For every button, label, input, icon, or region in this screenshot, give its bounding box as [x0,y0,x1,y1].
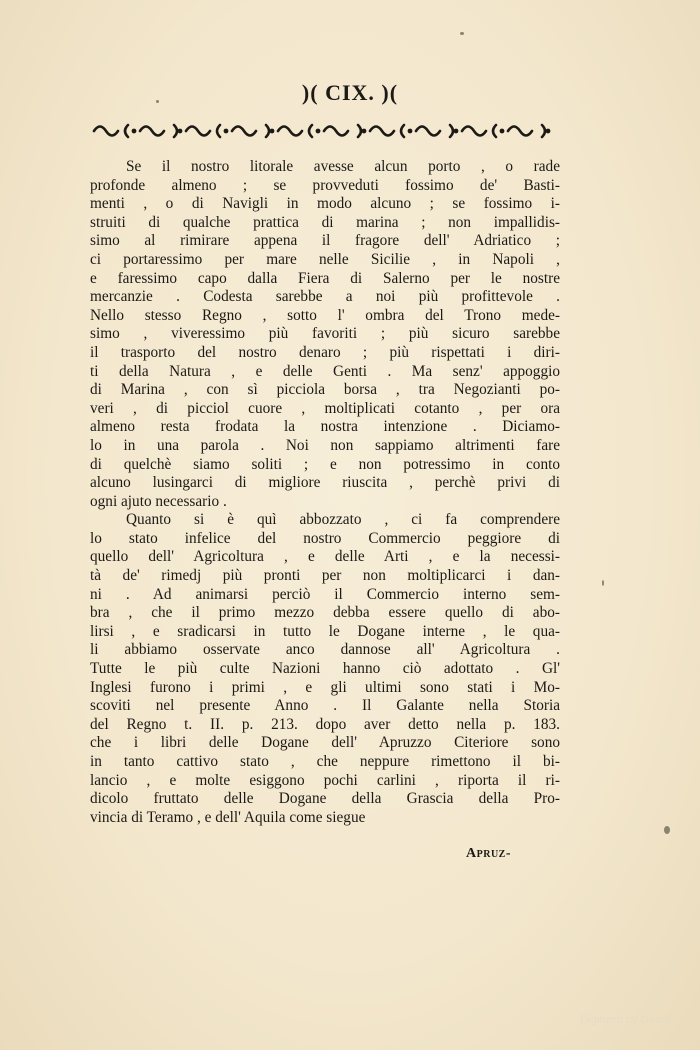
ink-speck [460,32,464,35]
digitization-watermark: Digitized by Google [580,1014,676,1026]
text-line: almeno resta frodata la nostra intenzione . Diciamo- [90,418,560,436]
text-line: veri , di picciol cuore , moltiplicati cotanto , per ora [90,399,560,417]
text-line: Tutte le più culte Nazioni hanno ciò adottato . Gl' [90,660,560,678]
ink-speck [602,580,604,586]
text-line: alcuno lusingarci di migliore riuscita , perchè privi di [90,474,560,492]
paragraph-2 [90,511,560,827]
text-line: Quanto si è quì abbozzato , ci fa comprendere [126,511,560,529]
text-line: tà de' rimedj più pronti per non moltiplicarci i dan- [90,567,560,585]
text-line: mercanzie . Codesta sarebbe a noi più profittevole . [90,288,560,306]
text-line: di Marina , con sì picciola borsa , tra Negozianti po- [90,381,560,399]
text-line: vincia di Teramo , e dell' Aquila come siegue [90,808,366,826]
text-line: lancio , e molte esiggono pochi carlini , riporta il ri- [90,771,560,789]
text-line: del Regno t. II. p. 213. dopo aver detto nella p. 183. [90,715,560,733]
text-line: dicolo fruttato delle Dogane della Grascia della Pro- [90,790,560,808]
text-line: in tanto cattivo stato , che neppure rimettono il bi- [90,753,560,770]
text-line: ci portaressimo per mare nelle Sicilie , in Napoli , [90,250,560,268]
text-line: struiti di qualche prattica di marina ; non impallidis- [90,213,560,231]
ink-speck [156,100,159,103]
catchword: Apruz- [466,846,511,861]
text-line: ti della Natura , e delle Genti . Ma senz' appoggio [90,362,560,380]
text-line: ogni ajuto necessario . [90,492,227,510]
text-line: lo stato infelice del nostro Commercio peggiore di [90,529,560,547]
text-line: lirsi , e sradicarsi in tutto le Dogane interne , le qua- [90,622,560,640]
text-line: di quelchè siamo soliti ; e non potressimo in conto [90,455,560,473]
text-line: quello dell' Agricoltura , e delle Arti , e la necessi- [90,548,560,566]
text-line: Inglesi furono i primi , e gli ultimi sono stati i Mo- [90,678,560,696]
text-line: simo al rimirare appena il fragore dell' Adriatico ; [90,232,560,250]
text-line: il trasporto del nostro denaro ; più rispettati i diri- [90,343,560,361]
decorative-border-ornament [88,118,558,144]
text-line: scoviti nel presente Anno . Il Galante nella Storia [90,697,560,715]
text-line: profonde almeno ; se provveduti fossimo de' Basti- [90,176,560,194]
text-line: lo in una parola . Noi non sappiamo altrimenti fare [90,436,560,454]
body-text [90,158,560,827]
text-line: simo , viveressimo più favoriti ; più sicuro sarebbe [90,325,560,343]
text-line: ni . Ad animarsi perciò il Commercio interno sem- [90,585,560,603]
text-line: Nello stesso Regno , sotto l' ombra del Trono mede- [90,306,560,324]
page-header-number: )( CIX. )( [301,80,399,105]
text-line: bra , che il primo mezzo debba essere quello di abo- [90,604,560,622]
text-line: li abbiamo osservate anco dannose all' Agricoltura . [90,641,560,659]
text-line: menti , o di Navigli in modo alcuno ; se fossimo i- [90,195,560,213]
text-line: Se il nostro litorale avesse alcun porto , o rade [126,158,560,175]
paragraph-1 [90,158,560,511]
text-line: che i libri delle Dogane dell' Apruzzo Citeriore sono [90,734,560,752]
ink-speck [664,826,670,834]
text-line: e faressimo capo dalla Fiera di Salerno per le nostre [90,269,560,287]
